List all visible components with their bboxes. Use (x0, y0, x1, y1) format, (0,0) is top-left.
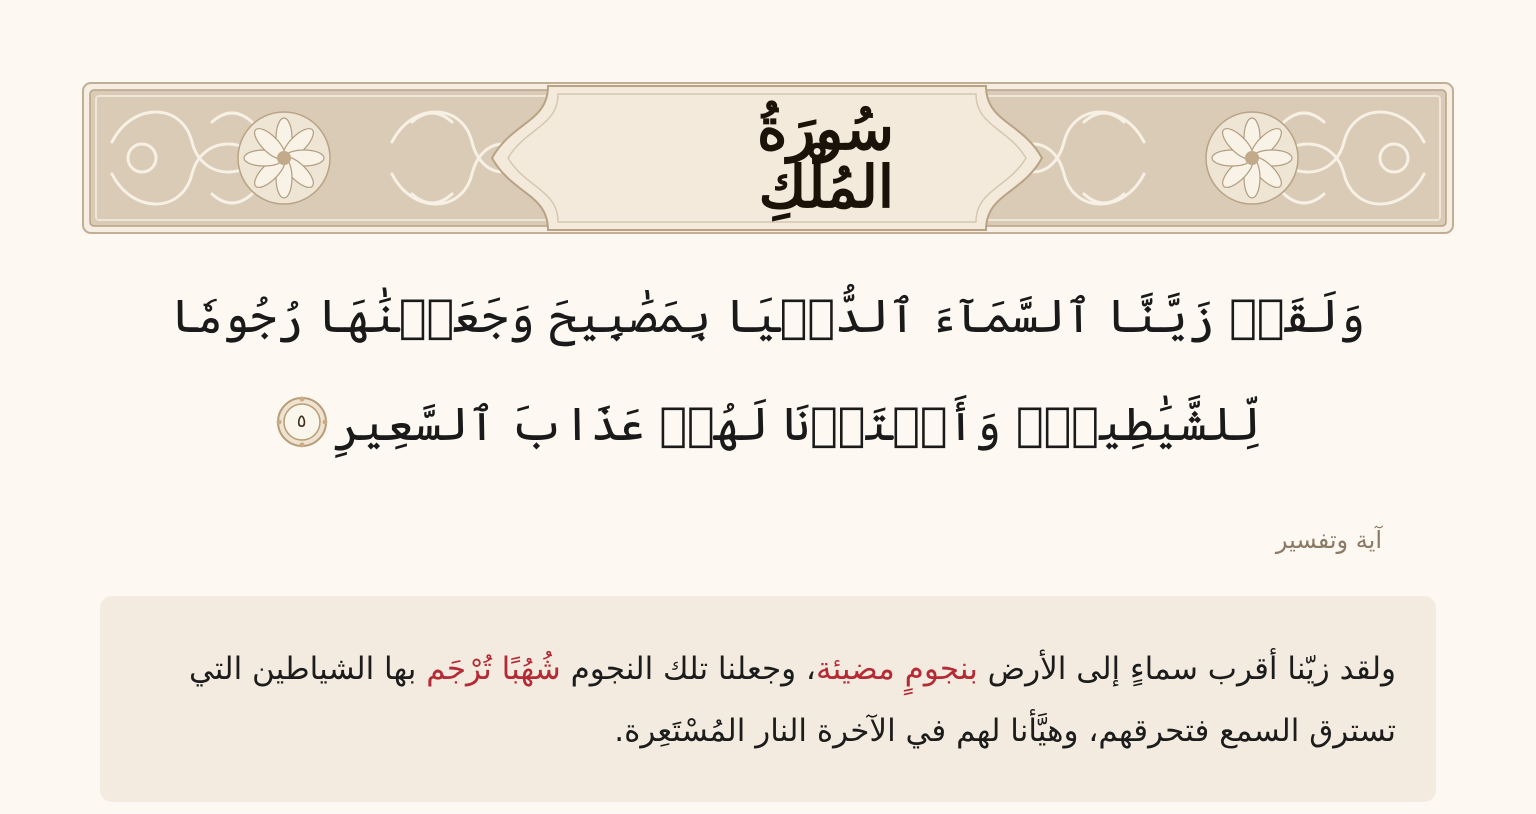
surah-header-banner (82, 82, 1454, 234)
tafsir-part-2: ، وجعلنا تلك النجوم (560, 651, 816, 687)
tafsir-highlight-2: شُهُبًا تُرْجَم (426, 651, 561, 687)
verse-text (110, 262, 1426, 478)
verse-content: وَلَقَدۡ زَيَّنَّا ٱلسَّمَآءَ ٱلدُّنۡيَا بِمَصَٰبِيحَ وَجَعَلۡنَٰهَا رُجُومٗا لِّلشَّيَٰطِينِۖ وَأَعۡتَدۡنَا لَهُمۡ عَذَابَ ٱلسَّعِيرِ (170, 289, 1366, 451)
surah-title: سُورَةُ المُلْكِ (757, 95, 894, 221)
section-label-verse-and-tafsir[interactable]: آية وتفسير (1275, 526, 1382, 554)
tafsir-part-3: بها الشياطين التي تسترق السمع فتحرقهم، وهيَّأنا لهم في الآخرة النار المُسْتَعِرة. (188, 651, 1396, 749)
rosette-left-icon (238, 112, 330, 204)
ayah-number: ٥ (296, 411, 307, 432)
tafsir-highlight-1: بنجومٍ مضيئة (815, 651, 978, 687)
tafsir-text (140, 638, 1396, 762)
tafsir-part-1: ولقد زيّنا أقرب سماءٍ إلى الأرض (977, 651, 1396, 687)
ayah-number-badge (276, 396, 328, 448)
tafsir-box (100, 596, 1436, 802)
rosette-right-icon (1206, 112, 1298, 204)
